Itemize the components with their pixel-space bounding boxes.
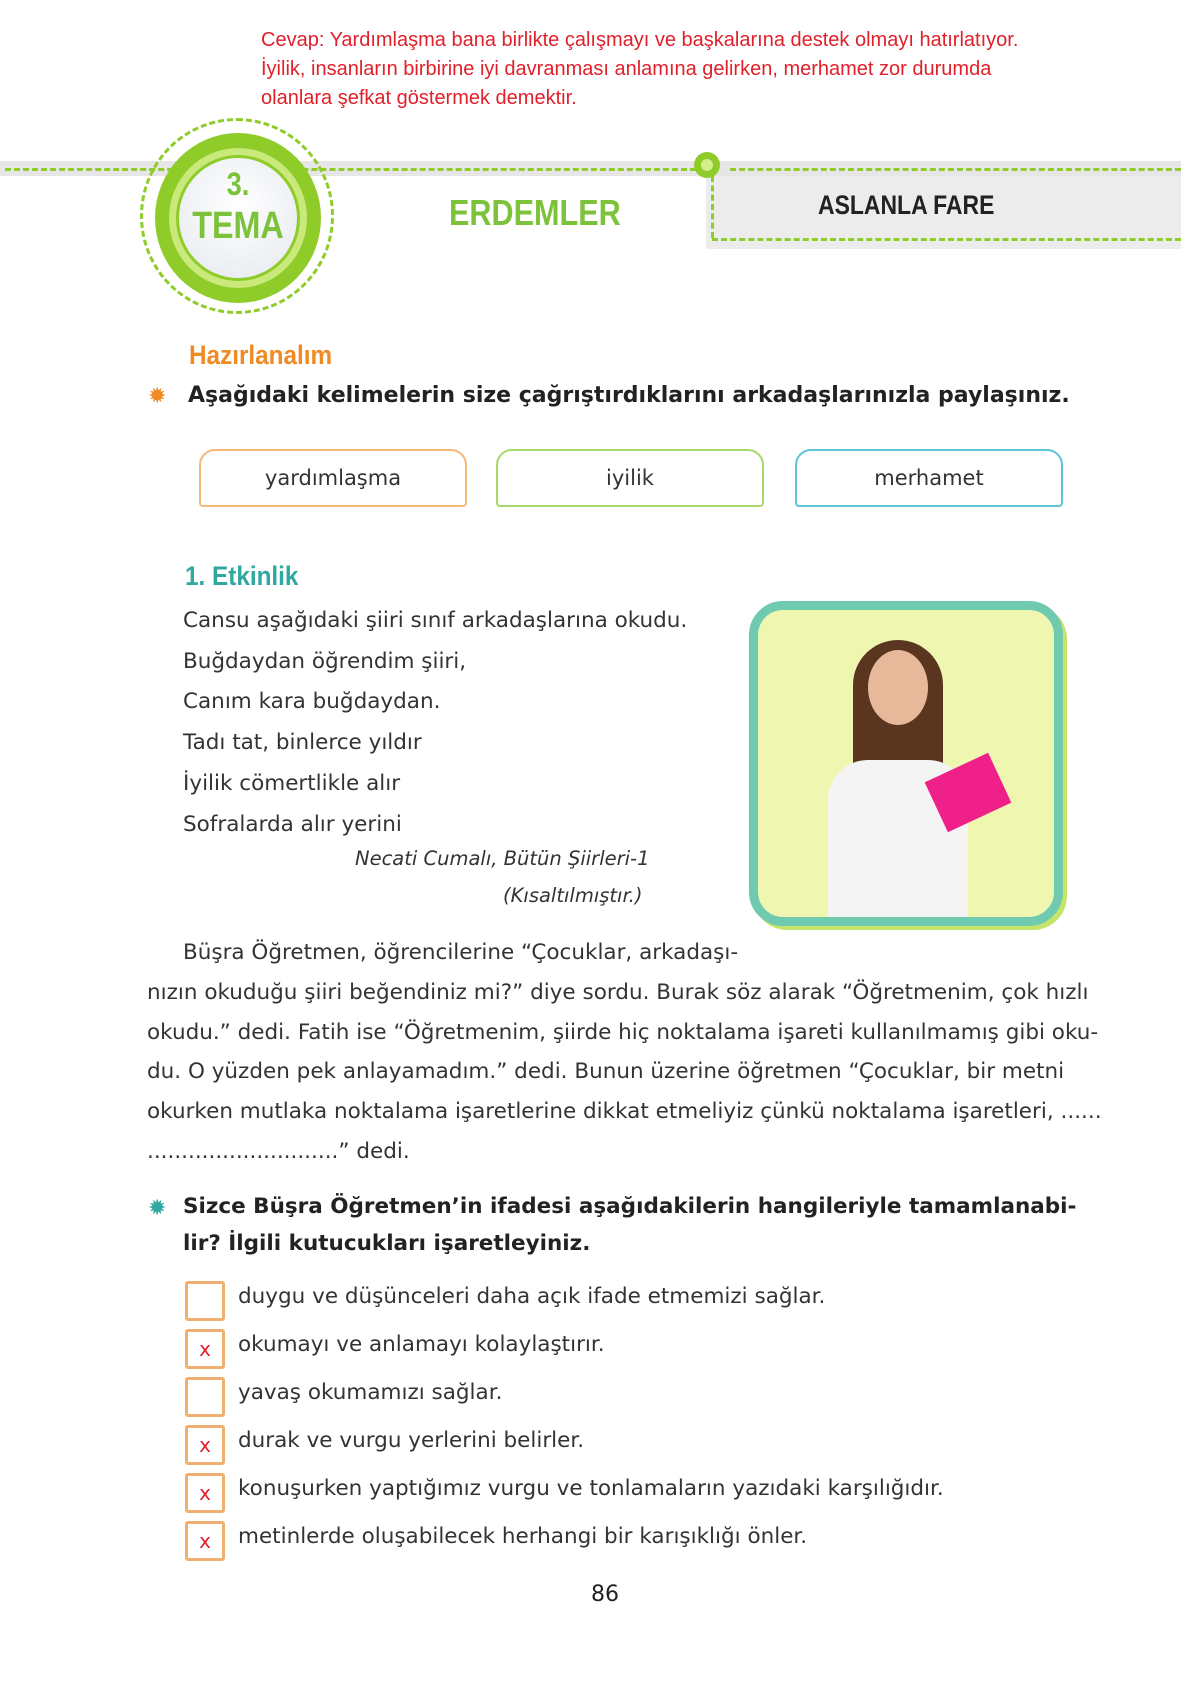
sun-bullet-icon: ✹ (148, 1196, 167, 1221)
paragraph-line: ............................” dedi. (147, 1139, 410, 1164)
header-divider (711, 176, 714, 238)
paragraph-line: okurken mutlaka noktalama işaretlerine dikkat etmeliyiz çünkü noktalama işaretleri, ...... (147, 1099, 1102, 1124)
poem-line: İyilik cömertlikle alır (183, 771, 401, 796)
girl-reading-photo (749, 601, 1063, 926)
option-label: duygu ve düşünceleri daha açık ifade etmemizi sağlar. (238, 1284, 826, 1309)
option-checkbox[interactable] (185, 1377, 225, 1417)
option-checkbox[interactable]: x (185, 1329, 225, 1369)
word-box: merhamet (795, 449, 1063, 507)
lesson-title: ASLANLA FARE (818, 190, 995, 220)
answer-line: olanlara şefkat göstermek demektir. (261, 87, 577, 109)
theme-number: 3. (226, 166, 250, 202)
paragraph-line: du. O yüzden pek anlayamadım.” dedi. Bunun üzerine öğretmen “Çocuklar, bir metni (147, 1059, 1065, 1084)
question-line: Sizce Büşra Öğretmen’in ifadesi aşağıdakilerin hangileriyle tamamlanabi- (183, 1194, 1077, 1219)
unit-title: ERDEMLER (449, 192, 621, 233)
page-number: 86 (591, 1582, 619, 1607)
option-checkbox[interactable]: x (185, 1473, 225, 1513)
word-box: yardımlaşma (199, 449, 467, 507)
answer-line: İyilik, insanların birbirine iyi davranması anlamına gelirken, merhamet zor durumda (261, 58, 992, 80)
word-box: iyilik (496, 449, 764, 507)
poem-line: Sofralarda alır yerini (183, 812, 402, 837)
paragraph-line: Büşra Öğretmen, öğrencilerine “Çocuklar, arkadaşı- (183, 940, 739, 965)
header-divider (5, 168, 705, 171)
option-label: durak ve vurgu yerlerini belirler. (238, 1428, 585, 1453)
theme-label: TEMA (192, 205, 284, 247)
activity-title: 1. Etkinlik (185, 561, 299, 591)
paragraph-line: okudu.” dedi. Fatih ise “Öğretmenim, şiirde hiç noktalama işareti kullanılmamış gibi oku- (147, 1020, 1099, 1045)
option-checkbox[interactable]: x (185, 1425, 225, 1465)
option-label: metinlerde oluşabilecek herhangi bir karışıklığı önler. (238, 1524, 808, 1549)
poem-line: Canım kara buğdaydan. (183, 689, 441, 714)
instruction: Aşağıdaki kelimelerin size çağrıştırdıklarını arkadaşlarınızla paylaşınız. (188, 383, 1070, 408)
poem-note: (Kısaltılmıştır.) (503, 884, 643, 907)
option-label: okumayı ve anlamayı kolaylaştırır. (238, 1332, 605, 1357)
option-checkbox[interactable]: x (185, 1521, 225, 1561)
poem-line: Buğdaydan öğrendim şiiri, (183, 649, 467, 674)
question-line: lir? İlgili kutucukları işaretleyiniz. (183, 1231, 591, 1256)
intro-text: Cansu aşağıdaki şiiri sınıf arkadaşlarına okudu. (183, 608, 688, 633)
poem-attribution: Necati Cumalı, Bütün Şiirleri-1 (355, 847, 650, 870)
paragraph-line: nızın okuduğu şiiri beğendiniz mi?” diye sordu. Burak söz alarak “Öğretmenim, çok hızlı (147, 980, 1089, 1005)
sun-bullet-icon: ✹ (148, 384, 167, 409)
option-label: yavaş okumamızı sağlar. (238, 1380, 503, 1405)
poem-line: Tadı tat, binlerce yıldır (183, 730, 422, 755)
section-title: Hazırlanalım (189, 340, 333, 370)
option-label: konuşurken yaptığımız vurgu ve tonlamaların yazıdaki karşılığıdır. (238, 1476, 944, 1501)
option-checkbox[interactable] (185, 1281, 225, 1321)
header-divider (730, 168, 1181, 171)
answer-line: Cevap: Yardımlaşma bana birlikte çalışmayı ve başkalarına destek olmayı hatırlatıyor. (261, 29, 1019, 51)
header-node-icon (694, 152, 720, 178)
header-divider (712, 238, 1181, 241)
